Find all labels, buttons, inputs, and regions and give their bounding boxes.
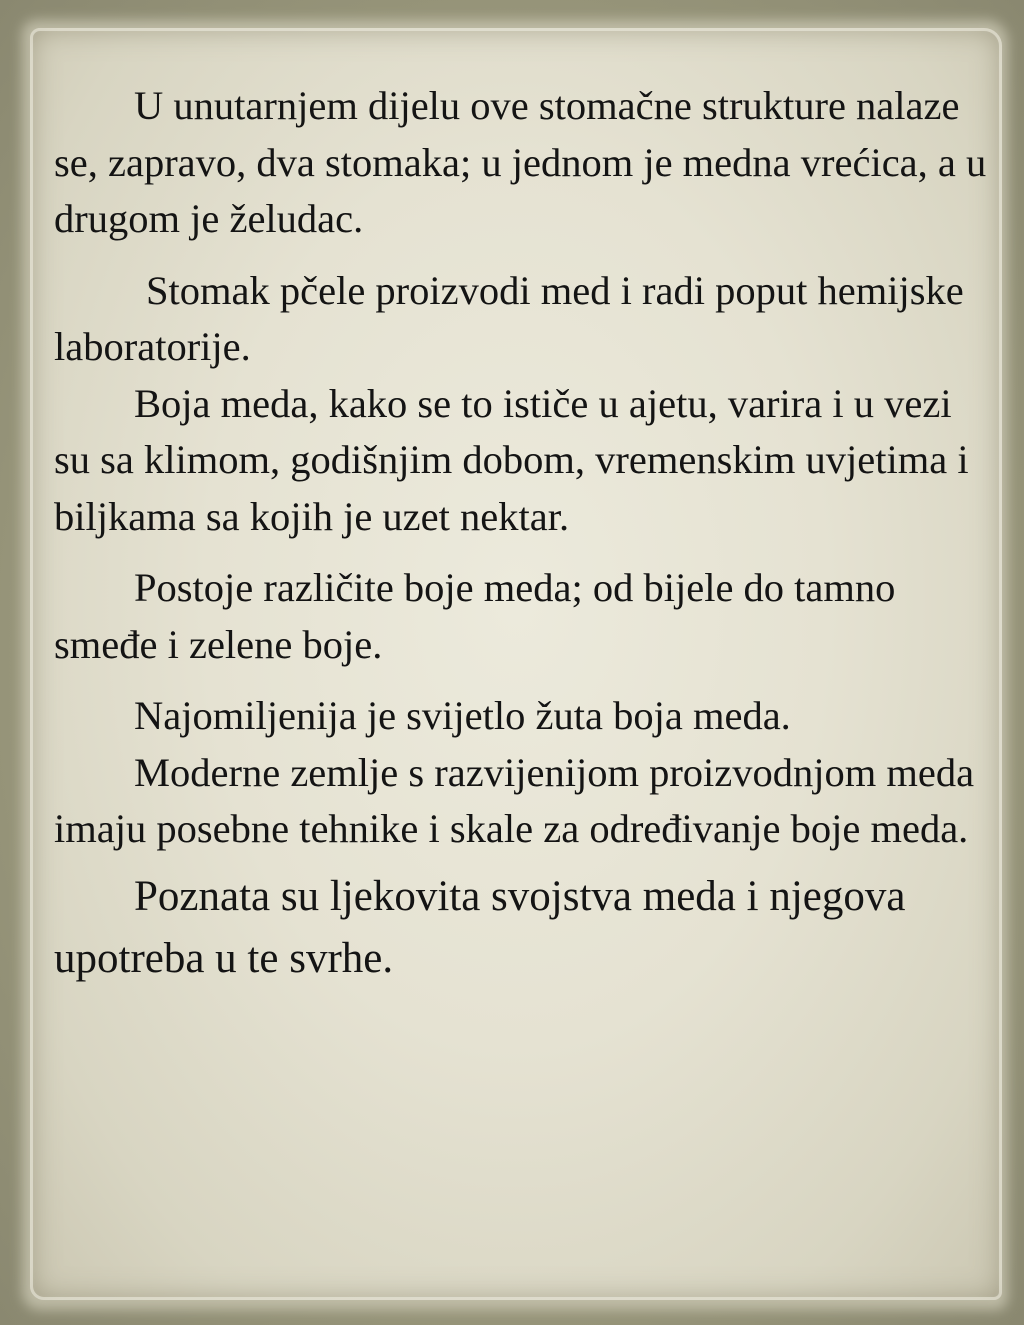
document-body <box>54 78 994 990</box>
paragraph-bee-stomach: Stomak pčele proizvodi med i radi poput hemijske laboratorije. <box>54 267 964 369</box>
paragraph-stomach-structure: U unutarnjem dijelu ove stomačne strukture nalaze se, zapravo, dva stomaka; u jednom je medna vrećica, a u drugom je želudac. <box>54 83 987 241</box>
paragraph-color-range: Postoje različite boje meda; od bijele do tamno smeđe i zelene boje. <box>54 565 896 667</box>
paragraph-honey-color: Boja meda, kako se to ističe u ajetu, varira i u vezi su sa klimom, godišnjim dobom, vremenskim uvjetima i biljkama sa kojih je uzet nektar. <box>54 380 969 539</box>
paragraph-favorite-color: Najomiljenija je svijetlo žuta boja meda. <box>134 693 791 738</box>
paragraph-modern-techniques: Moderne zemlje s razvijenijom proizvodnjom meda imaju posebne tehnike i skale za određivanje boje meda. <box>54 749 975 851</box>
paragraph-healing-properties: Poznata su ljekovita svojstva meda i njegova upotreba u te svrhe. <box>54 872 906 982</box>
